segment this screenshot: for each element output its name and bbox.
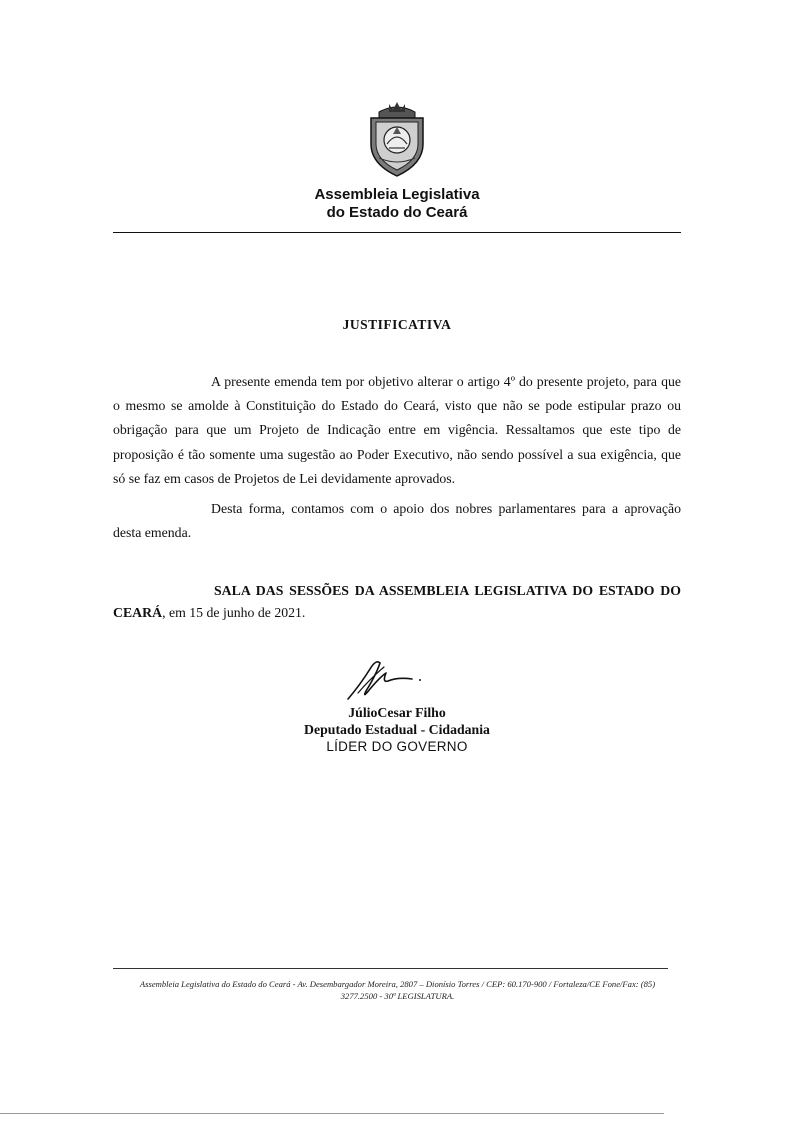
paragraph-text: A presente emenda tem por objetivo alterar o artigo 4º do presente projeto, para que o mesmo se amolde à Constituição do Estado do Ceará, visto que não se pode estipular prazo ou obrigação para que um Projeto de Indicação entre em vigência. Ressaltamos que este tipo de proposição é tão somente uma sugestão ao Poder Executivo, não sendo possível a sua exigência, que só se faz em casos de Projetos de Lei devidamente aprovados. [113,374,681,486]
signatory-name: JúlioCesar Filho [348,705,446,720]
institution-name-line1: Assembleia Legislativa [314,186,480,203]
footer-line-2: 3277.2500 - 30ª LEGISLATURA. [340,991,455,1001]
page-bottom-line [0,1113,664,1114]
institution-name-line2: do Estado do Ceará [326,204,468,221]
footer-line-1: Assembleia Legislativa do Estado do Ceará - Av. Desembargador Moreira, 2807 – Dionísio Torres / CEP: 60.170-900 / Fortaleza/CE Fone/Fax: (85) [139,979,656,989]
closing-statement [113,580,681,624]
closing-bold-lead: SALA DAS SESSÕES DA ASSEMBLEIA LEGISLATIVA DO ESTADO DO CEARÁ [113,583,681,620]
closing-date: , em 15 de junho de 2021. [162,605,306,620]
signatory-role: LÍDER DO GOVERNO [326,739,468,754]
body-paragraph-1 [113,370,681,491]
footer-divider [113,968,668,969]
handwritten-signature [340,655,430,703]
footer-address [105,978,690,1002]
state-coat-of-arms [365,100,429,180]
document-title: JUSTIFICATIVA [342,317,452,332]
body-paragraph-2 [113,497,681,545]
signatory-title: Deputado Estadual - Cidadania [304,722,490,737]
paragraph-text: Desta forma, contamos com o apoio dos nobres parlamentares para a aprovação desta emenda. [113,501,681,541]
header-divider [113,232,681,233]
